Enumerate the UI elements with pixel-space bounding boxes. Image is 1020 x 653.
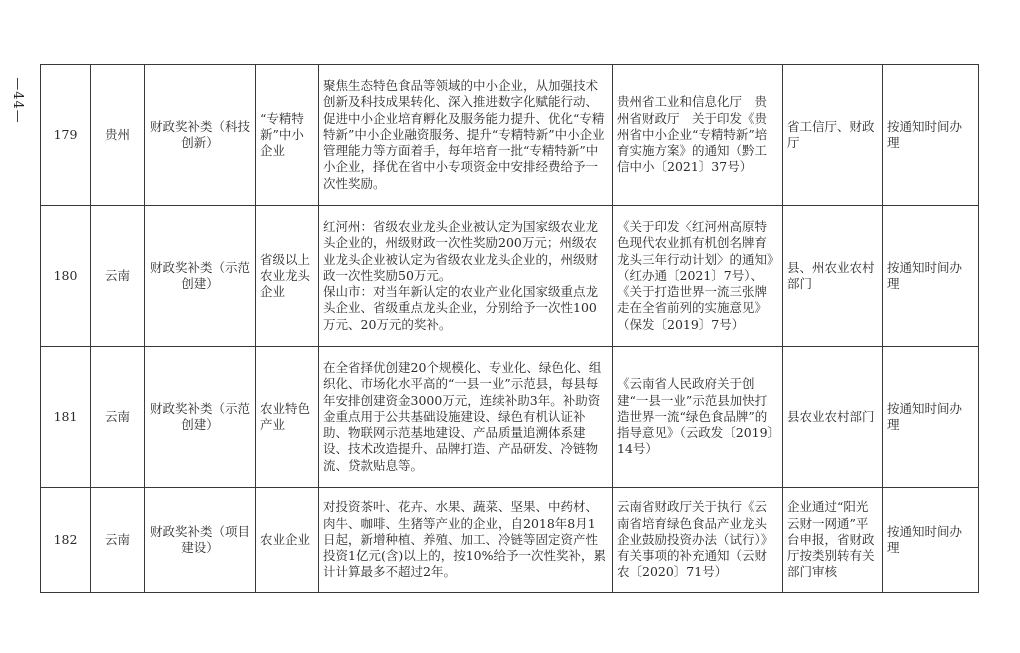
- province-cell: 云南: [91, 488, 145, 593]
- province-cell: 云南: [91, 206, 145, 347]
- policy-document-cell: 云南省财政厅关于执行《云南省培育绿色食品产业龙头企业鼓励投资办法（试行）》有关事项的补充通知（云财农〔2020〕71号）: [613, 488, 783, 593]
- department-cell: 县、州农业农村部门: [783, 206, 883, 347]
- policy-type-cell: 财政奖补类（项目建设）: [145, 488, 256, 593]
- province-cell: 贵州: [91, 65, 145, 206]
- table-row: [41, 206, 979, 347]
- page-number: [4, 64, 30, 136]
- policy-document-cell: 贵州省工业和信息化厅 贵州省财政厅 关于印发《贵州省中小企业“专精特新”培育实施方案》的通知（黔工信中小〔2021〕37号）: [613, 65, 783, 206]
- policy-content-cell: 在全省择优创建20个规模化、专业化、绿色化、组织化、市场化水平高的“一县一业”示范县，每县每年安排创建资金3000万元，连续补助3年。补助资金重点用于公共基础设施建设、绿色有机认证补助、物联网示范基地建设、产品质量追溯体系建设、技术改造提升、品牌打造、产品研发、冷链物流、贷款贴息等。: [319, 347, 613, 488]
- handling-time-cell: 按通知时间办理: [883, 206, 979, 347]
- table-row: [41, 488, 979, 593]
- target-object-cell: 农业企业: [256, 488, 319, 593]
- handling-time-cell: 按通知时间办理: [883, 488, 979, 593]
- department-cell: 县农业农村部门: [783, 347, 883, 488]
- department-cell: 企业通过“阳光云财一网通”平台申报，省财政厅按类别转有关部门审核: [783, 488, 883, 593]
- target-object-cell: 省级以上农业龙头企业: [256, 206, 319, 347]
- province-cell: 云南: [91, 347, 145, 488]
- policy-content-cell: 聚焦生态特色食品等领域的中小企业，从加强技术创新及科技成果转化、深入推进数字化赋能行动、促进中小企业培育孵化及服务能力提升、优化“专精特新”中小企业融资服务、提升“专精特新”中小企业管理能力等方面着手，每年培育一批“专精特新”中小企业，择优在省中小专项资金中安排经费给予一次性奖励。: [319, 65, 613, 206]
- policy-content-cell: 红河州：省级农业龙头企业被认定为国家级农业龙头企业的，州级财政一次性奖励200万元；州级农业龙头企业被认定为省级农业龙头企业的，州级财政一次性奖励50万元。 保山市：对当年新认定的农业产业化国家级重点龙头企业、省级重点龙头企业，分别给予一次性100万元、20万元的奖补。: [319, 206, 613, 347]
- table-row: [41, 65, 979, 206]
- policy-table: [40, 64, 979, 593]
- target-object-cell: “专精特新”中小企业: [256, 65, 319, 206]
- handling-time-cell: 按通知时间办理: [883, 65, 979, 206]
- row-number: 179: [41, 65, 91, 206]
- table-row: [41, 347, 979, 488]
- page-number-text: —44—: [9, 76, 25, 124]
- handling-time-cell: 按通知时间办理: [883, 347, 979, 488]
- policy-type-cell: 财政奖补类（示范创建）: [145, 206, 256, 347]
- department-cell: 省工信厅、财政厅: [783, 65, 883, 206]
- policy-content-cell: 对投资茶叶、花卉、水果、蔬菜、坚果、中药材、肉牛、咖啡、生猪等产业的企业，自2018年8月1日起，新增种植、养殖、加工、冷链等固定资产性投资1亿元(含)以上的，按10%给予一次性奖补，累计计算最多不超过2年。: [319, 488, 613, 593]
- policy-type-cell: 财政奖补类（科技创新）: [145, 65, 256, 206]
- policy-type-cell: 财政奖补类（示范创建）: [145, 347, 256, 488]
- row-number: 182: [41, 488, 91, 593]
- target-object-cell: 农业特色产业: [256, 347, 319, 488]
- row-number: 180: [41, 206, 91, 347]
- row-number: 181: [41, 347, 91, 488]
- policy-document-cell: 《云南省人民政府关于创建“一县一业”示范县加快打造世界一流“绿色食品牌”的指导意见》（云政发〔2019〕14号）: [613, 347, 783, 488]
- policy-document-cell: 《关于印发〈红河州高原特色现代农业抓有机创名牌育龙头三年行动计划〉的通知》（红办通〔2021〕7号）、《关于打造世界一流三张牌走在全省前列的实施意见》（保发〔2019〕7号）: [613, 206, 783, 347]
